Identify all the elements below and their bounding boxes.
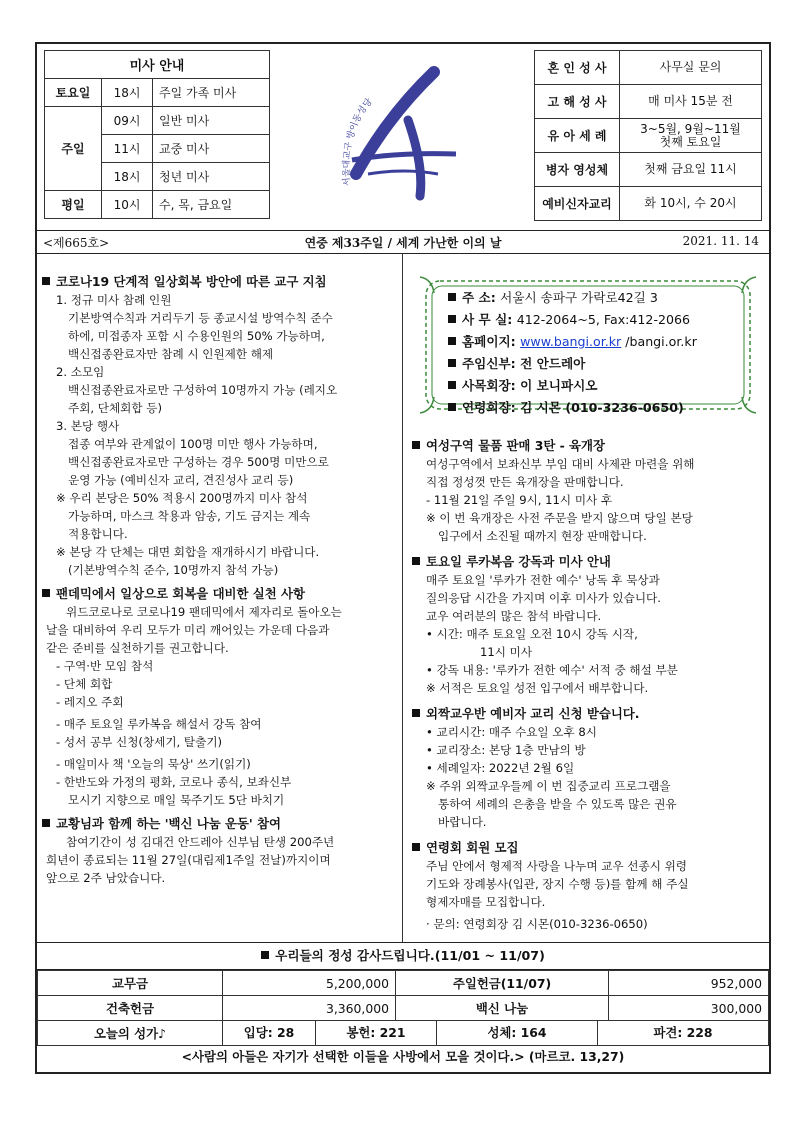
text-line: 백신접종완료자만 참례 시 인원제한 해제 [68,347,274,361]
text-line: 백신접종완료자로만 구성하는 경우 500명 미만으로 [68,455,329,469]
info-office: 사 무 실: 412-2064~5, Fax:412-2066 [448,309,697,331]
parish-logo [338,56,468,206]
square-bullet-icon [412,557,420,565]
text-line: 매주 토요일 '루카가 전한 예수' 낭독 후 묵상과 [426,573,660,587]
mass-day: 주일 [45,107,102,191]
section-title: 코로나19 단계적 일상회복 방안에 따른 교구 지침 [42,273,398,291]
text-line: - 11월 21일 주일 9시, 11시 미사 후 [426,493,613,507]
issue-number: <제665호> [43,236,110,250]
sacrament-name: 고 해 성 사 [535,85,620,119]
square-bullet-icon [261,951,269,959]
text-line: ※ 우리 본당은 50% 적용시 200명까지 미사 참석 [56,491,308,505]
hymn-communion: 성체: 164 [437,1021,598,1045]
text-line: 가능하며, 마스크 착용과 암송, 기도 금지는 계속 [68,509,311,523]
text-line: 접종 여부와 관계없이 100명 미만 행사 가능하며, [68,437,318,451]
offertory-amount: 952,000 [609,971,769,996]
list-item: - 매일미사 책 '오늘의 묵상' 쓰기(읽기) [56,757,251,771]
text-line: 질의응답 시간을 가지며 이후 미사가 있습니다. [426,591,661,605]
mass-time: 18시 [102,163,153,191]
text-line: (기본방역수칙 준수, 10명까지 참석 가능) [68,563,279,577]
mass-time: 10시 [102,191,153,219]
text-line: 위드코로나로 코로나19 팬데믹에서 제자리로 돌아오는 [66,605,342,619]
section-title: 토요일 루카복음 강독과 미사 안내 [412,553,768,571]
infant-baptism-day: 첫째 토요일 [659,134,722,149]
table-row [38,996,769,1021]
text-line: 통하여 세례의 은총을 받을 수 있도록 많은 권유 [438,797,677,811]
section-title: 외짝교우반 예비자 교리 신청 받습니다. [412,705,768,723]
list-item: - 구역·반 모임 참석 [56,659,154,673]
mass-table-title: 미사 안내 [45,51,270,79]
text-line: 같은 준비를 실천하기를 권고합니다. [46,641,229,655]
hymn-row [38,1021,769,1046]
square-bullet-icon [412,843,420,851]
sacrament-info: 매 미사 15분 전 [620,85,762,119]
text-line: 날을 대비하여 우리 모두가 미리 깨어있는 가운데 다음과 [46,623,330,637]
offertory-title: 우리들의 정성 감사드립니다.(11/01 ~ 11/07) [37,942,769,970]
list-item: - 성서 공부 신청(창세기, 탈출기) [56,735,223,749]
text-line: 앞으로 2주 남았습니다. [46,871,166,885]
section-title: 여성구역 물품 판매 3탄 - 육개장 [412,437,768,455]
mass-time: 18시 [102,79,153,107]
sacraments-table [534,50,762,221]
text-line: 참여기간이 성 김대건 안드레아 신부님 탄생 200주년 [66,835,335,849]
mass-desc: 수, 목, 금요일 [153,191,270,219]
text-line: 입구에서 소진될 때까지 현장 판매합니다. [438,529,647,543]
text-line: 주님 안에서 형제적 사랑을 나누며 교우 선종시 위령 [426,859,687,873]
text-line: 희년이 종료되는 11월 27일(대림제1주일 전날)까지이며 [46,853,331,867]
text-line: 여성구역에서 보좌신부 부임 대비 사제관 마련을 위해 [426,457,695,471]
right-column [412,437,768,933]
list-item: 11시 미사 [480,645,533,659]
list-item: • 세례일자: 2022년 2월 6일 [426,761,575,775]
list-item: - 매주 토요일 루카복음 해설서 강독 참여 [56,717,262,731]
parish-info-box [416,273,760,417]
text-line: 2. 소모임 [56,365,105,379]
offertory-amount: 300,000 [609,996,769,1021]
left-column [42,273,398,887]
text-line: ※ 주위 외짝교우들께 이 번 집중교리 프로그램을 [426,779,671,793]
square-bullet-icon [448,381,456,389]
mass-desc: 교중 미사 [153,135,270,163]
hymn-label: 오늘의 성가♪ [38,1021,223,1046]
hymn-offertory: 봉헌: 221 [316,1021,437,1045]
square-bullet-icon [448,337,456,345]
text-line: ※ 본당 각 단체는 대면 회합을 재개하시기 바랍니다. [56,545,320,559]
sacrament-name: 예비신자교리 [535,187,620,221]
mass-desc: 청년 미사 [153,163,270,191]
hymn-recessional: 파견: 228 [653,1025,713,1040]
offertory-label: 건축헌금 [38,996,223,1021]
list-item: • 강독 내용: '루카가 전한 예수' 서적 중 해설 부분 [426,663,678,677]
square-bullet-icon [412,441,420,449]
sacrament-name: 혼 인 성 사 [535,51,620,85]
offertory-amount: 3,360,000 [223,996,396,1021]
sacrament-name: 병자 영성체 [535,153,620,187]
info-website: 홈페이지: www.bangi.or.kr /bangi.or.kr [448,331,697,353]
text-line: 운영 가능 (예비신자 교리, 견진성사 교리 등) [68,473,294,487]
list-item: • 시간: 매주 토요일 오전 10시 강독 시작, [426,627,638,641]
issue-date: 2021. 11. 14 [682,234,759,248]
text-line: 기본방역수칙과 거리두기 등 종교시설 방역수칙 준수 [68,311,333,325]
text-line: 직접 정성껏 만든 육개장을 판매합니다. [426,475,624,489]
table-row [38,971,769,996]
offertory-table [37,970,769,1046]
text-line: 기도와 장례봉사(입관, 장지 수행 등)를 함께 해 주실 [426,877,689,891]
section-title: 팬데믹에서 일상으로 회복을 대비한 실천 사항 [42,585,398,603]
list-item: - 한반도와 가정의 평화, 코로나 종식, 보좌신부 [56,775,292,789]
list-item: • 교리시간: 매주 수요일 오후 8시 [426,725,597,739]
website-link[interactable]: www.bangi.or.kr [520,334,622,349]
text-line: 3. 본당 행사 [56,419,120,433]
scripture-quote: <사람의 아들은 자기가 선택한 이들을 사방에서 모을 것이다.> (마르코. 13,27) [181,1049,625,1064]
issue-title: 연중 제33주일 / 세계 가난한 이의 날 [304,236,502,250]
sacrament-info: 사무실 문의 [620,51,762,85]
square-bullet-icon [448,359,456,367]
offertory-amount: 5,200,000 [223,971,396,996]
list-item: - 레지오 주회 [56,695,124,709]
mass-day: 토요일 [45,79,102,107]
offertory-section [37,942,769,1072]
logo-text: 서울대교구 방이동성당 [342,97,375,187]
list-item: - 단체 회합 [56,677,113,691]
text-line: 바랍니다. [438,815,487,829]
square-bullet-icon [42,277,50,285]
info-council: 사목회장: 이 보니파시오 [448,375,697,397]
square-bullet-icon [448,293,456,301]
text-line: ※ 이 번 육개장은 사전 주문을 받지 않으며 당일 본당 [426,511,693,525]
list-item: 모시기 지향으로 매일 묵주기도 5단 바치기 [68,793,285,807]
square-bullet-icon [448,403,456,411]
square-bullet-icon [42,819,50,827]
info-elder: 연령회장: 김 시몬 (010-3236-0650) [448,397,697,419]
text-line: 1. 정규 미사 참례 인원 [56,293,172,307]
column-divider [402,253,403,942]
section-title: 교황님과 함께 하는 '백신 나눔 운동' 참여 [42,815,398,833]
info-priest: 주임신부: 전 안드레아 [448,353,697,375]
issue-bar [37,230,769,254]
info-address: 주 소: 서울시 송파구 가락로42길 3 [448,287,697,309]
text-line: 적용합니다. [68,527,128,541]
hymn-entrance: 입당: 28 [223,1021,316,1045]
sacrament-name: 유 아 세 례 [535,119,620,153]
mass-day: 평일 [45,191,102,219]
offertory-label: 교무금 [38,971,223,996]
mass-time: 11시 [102,135,153,163]
sacrament-info: 화 10시, 수 20시 [620,187,762,221]
text-line: 형제자매를 모집합니다. [426,895,546,909]
mass-time: 09시 [102,107,153,135]
text-line: 교우 여러분의 많은 참석 바랍니다. [426,609,602,623]
square-bullet-icon [412,709,420,717]
square-bullet-icon [448,315,456,323]
mass-schedule-table [44,50,270,219]
offertory-label: 주일헌금(11/07) [396,971,609,996]
text-line: 백신접종완료자로만 구성하여 10명까지 가능 (레지오 [68,383,338,397]
sacrament-info: 첫째 금요일 11시 [620,153,762,187]
text-line: 하에, 미접종자 포함 시 수용인원의 50% 가능하며, [68,329,325,343]
text-line: · 문의: 연령회장 김 시몬(010-3236-0650) [426,917,648,931]
sacrament-info [620,119,762,153]
mass-desc: 주일 가족 미사 [153,79,270,107]
square-bullet-icon [42,589,50,597]
mass-desc: 일반 미사 [153,107,270,135]
list-item: • 교리장소: 본당 1층 만남의 방 [426,743,586,757]
section-title: 연령회 회원 모집 [412,839,768,857]
offertory-label: 백신 나눔 [396,996,609,1021]
text-line: ※ 서적은 토요일 성전 입구에서 배부합니다. [426,681,649,695]
infant-baptism-months: 3~5월, 9월~11월 [640,121,741,136]
text-line: 주회, 단체회합 등) [68,401,162,415]
